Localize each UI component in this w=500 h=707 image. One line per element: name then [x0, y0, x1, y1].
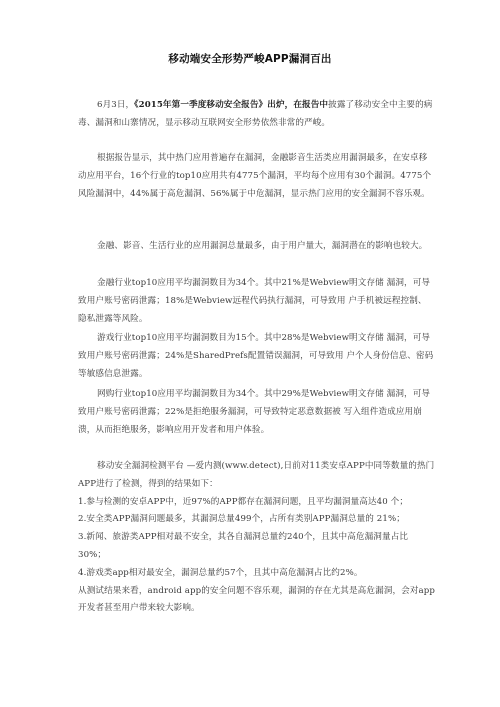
results-conclusion: 从测试结果来看，android app的安全问题不容乐观，漏洞的存在尤其是高危漏洞，会对app开发者甚至用户带来较大影响。 — [78, 585, 435, 614]
paragraph-shopping: 网购行业top10应用平均漏洞数目为34个。其中29%是Webview明文存储 漏洞，可导致用户账号密码泄露；22%是拒绝服务漏洞，可导致特定恶意数据被 写入组件造成应用崩溃，从而拒绝服务，影响应用开发者和用户体验。 — [78, 389, 431, 435]
intro-rest: 披露了移动安全中主要的病毒、漏洞和山寨情况，显示移动互联网安全形势依然非常的严峻。 — [78, 100, 433, 128]
result-item-1: 1.参与检测的安卓APP中，近97%的APP都存在漏洞问题，且平均漏洞量高达40 个； — [78, 496, 409, 507]
results-section — [78, 458, 436, 618]
paragraph-finance: 金融行业top10应用平均漏洞数目为34个。其中21%是Webview明文存储 漏洞，可导致用户账号密码泄露；18%是Webview远程代码执行漏洞，可导致用 户手机被远程控制、隐私泄露等风险。 — [78, 278, 431, 324]
intro-report-name: 《2015年第一季度移动安全报告》 — [134, 100, 268, 110]
paragraph-report-findings: 根据报告显示，其中热门应用普遍存在漏洞，金融影音生活类应用漏洞最多，在安卓移动应用平台，16个行业的top10应用共有4775个漏洞，平均每个应用有30个漏洞。4775个风险漏洞中，44%属于高危漏洞、56%属于中危漏洞，显示热门应用的安全漏洞不容乐观。 — [78, 153, 432, 199]
result-item-4: 4.游戏类app相对最安全，漏洞总量约57个，且其中高危漏洞占比约2%。 — [78, 567, 363, 578]
paragraph-games: 游戏行业top10应用平均漏洞数目为15个。其中28%是Webview明文存储 漏洞，可导致用户账号密码泄露；24%是SharedPrefs配置错误漏洞，可导致用 户个人身份信息、密码等敏感信息泄露。 — [78, 333, 434, 379]
results-intro: 移动安全漏洞检测平台 —爱内测(www.detect),日前对11类安卓APP中同等数量的热门APP进行了检测，得到的结果如下： — [78, 461, 435, 489]
intro-date: 6月3日， — [97, 100, 135, 110]
paragraph-intro — [78, 97, 434, 133]
result-item-3: 3.新闻、旅游类APP相对最不安全，其各自漏洞总量约240个，且其中高危漏洞量占比30%； — [78, 532, 409, 560]
intro-bold: 出炉，在报告中 — [267, 100, 329, 110]
document-title: 移动端安全形势严峻APP漏洞百出 — [168, 53, 332, 65]
result-item-2: 2.安全类APP漏洞问题最多，其漏洞总量499个，占所有类别APP漏洞总量的 21%； — [78, 514, 405, 525]
paragraph-industries: 金融、影音、生活行业的应用漏洞总量最多，由于用户量大，漏洞潜在的影响也较大。 — [97, 241, 428, 251]
